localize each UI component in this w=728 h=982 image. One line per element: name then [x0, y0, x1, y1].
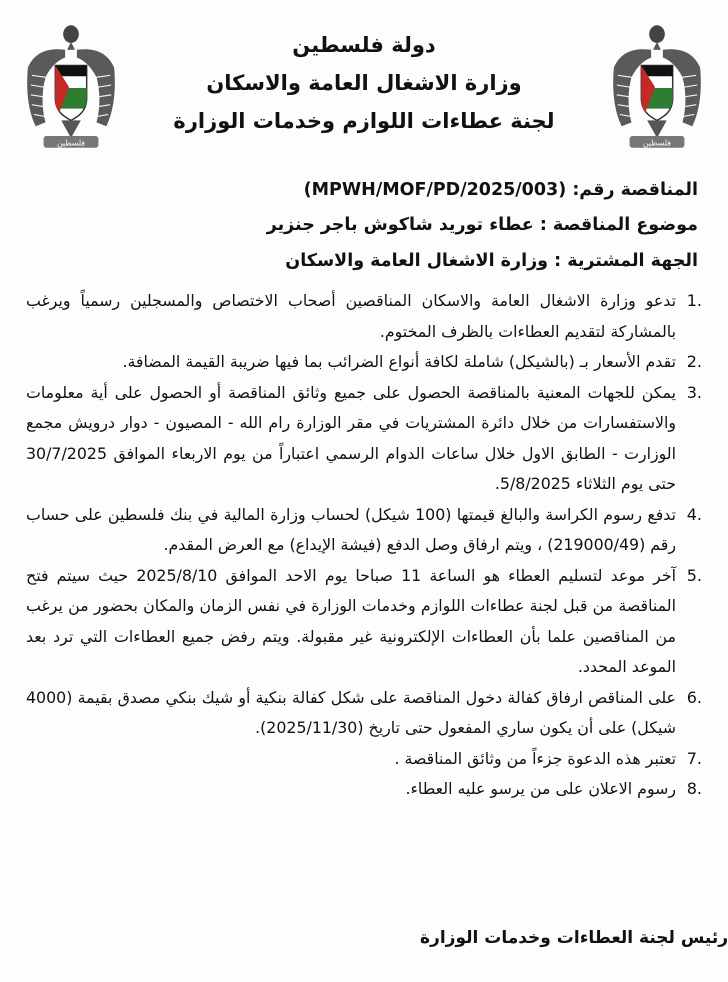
- list-item-number: 7.: [686, 748, 702, 768]
- tender-buyer-value: وزارة الاشغال العامة والاسكان: [285, 251, 549, 271]
- list-item: [26, 286, 702, 347]
- header-block: [140, 26, 588, 140]
- tender-subject-line: [30, 215, 698, 235]
- list-item: [26, 774, 702, 805]
- list-item: [26, 561, 702, 683]
- list-item-number: 2.: [686, 352, 702, 371]
- state-name: دولة فلسطين: [292, 33, 436, 57]
- list-item-text: تدفع رسوم الكراسة والبالغ قيمتها (100 شيكل) لحساب وزارة المالية في بنك فلسطين على حساب رقم (219000/49) ، ويتم ارفاق وصل الدفع (فيشة الإيداع) مع العرض المقدم.: [26, 504, 676, 554]
- list-item: [26, 744, 702, 775]
- tender-subject-label: موضوع المناقصة :: [539, 215, 698, 235]
- list-item-number: 6.: [686, 687, 702, 707]
- tender-subject-value: عطاء توريد شاكوش باجر جنزير: [266, 215, 534, 235]
- list-item-number: 5.: [686, 565, 702, 585]
- emblem-caption: فلسطين: [642, 138, 672, 148]
- palestine-eagle-emblem-icon-left: [22, 20, 120, 158]
- tender-buyer-line: [30, 251, 698, 271]
- list-item-text: تقدم الأسعار بـ (بالشيكل) شاملة لكافة أنواع الضرائب بما فيها ضريبة القيمة المضافة.: [122, 352, 676, 371]
- list-item-number: 4.: [686, 504, 702, 524]
- tender-number-value: (MPWH/MOF/PD/2025/003): [303, 180, 567, 200]
- palestine-eagle-emblem-icon-right: [608, 20, 706, 158]
- list-item-text: تدعو وزارة الاشغال العامة والاسكان المناقصين أصحاب الاختصاص والمسجلين رسمياً ويرغب بالمشاركة لتقديم العطاءات بالظرف المختوم.: [26, 291, 676, 341]
- list-item-text: على المناقص ارفاق كفالة دخول المناقصة على شكل كفالة بنكية أو شيك بنكي مصدق بقيمة (4000 شيكل) على أن يكون ساري المفعول حتى تاريخ (2025/11/30).: [26, 687, 676, 737]
- list-item-text: آخر موعد لتسليم العطاء هو الساعة 11 صباحا يوم الاحد الموافق 2025/8/10 حيث سيتم فتح المناقصة من قبل لجنة عطاءات اللوازم وخدمات الوزارة في نفس الزمان والمكان بحضور من يرغب من المناقصين علما بأن العطاءات الإلكترونية غير مقبولة. ويتم رفض جميع العطاءات التي ترد بعد الموعد المحدد.: [26, 565, 676, 676]
- list-item-number: 3.: [686, 382, 702, 402]
- committee-chair-signature-line: رئيس لجنة العطاءات وخدمات الوزارة: [420, 928, 728, 948]
- tender-buyer-label: الجهة المشترية :: [554, 251, 698, 271]
- list-item: [26, 347, 702, 378]
- list-item: [26, 500, 702, 561]
- list-item-text: يمكن للجهات المعنية بالمناقصة الحصول على جميع وثائق المناقصة أو الحصول على أية معلومات والاستفسارات من خلال دائرة المشتريات في مقر الوزارة رام الله - المصيون - دوار درويش مجمع الوزارت - الطابق الاول خلال ساعات الدوام الرسمي اعتباراً من يوم الاربعاء الموافق 30/7/2025 حتى يوم الثلاثاء 5/8/2025.: [26, 382, 676, 493]
- list-item-number: 8.: [686, 779, 702, 798]
- list-item: [26, 378, 702, 500]
- list-item-text: تعتبر هذه الدعوة جزءاً من وثائق المناقصة .: [394, 748, 676, 768]
- emblem-caption: فلسطين: [56, 138, 86, 148]
- tender-number-label: المناقصة رقم:: [572, 180, 698, 200]
- list-item: [26, 683, 702, 744]
- list-item-number: 1.: [686, 291, 702, 310]
- tender-number-line: [30, 180, 698, 200]
- list-item-text: رسوم الاعلان على من يرسو عليه العطاء.: [405, 779, 676, 798]
- committee-name: لجنة عطاءات اللوازم وخدمات الوزارة: [173, 109, 555, 133]
- ministry-name: وزارة الاشغال العامة والاسكان: [206, 71, 522, 95]
- conditions-list: [26, 286, 702, 805]
